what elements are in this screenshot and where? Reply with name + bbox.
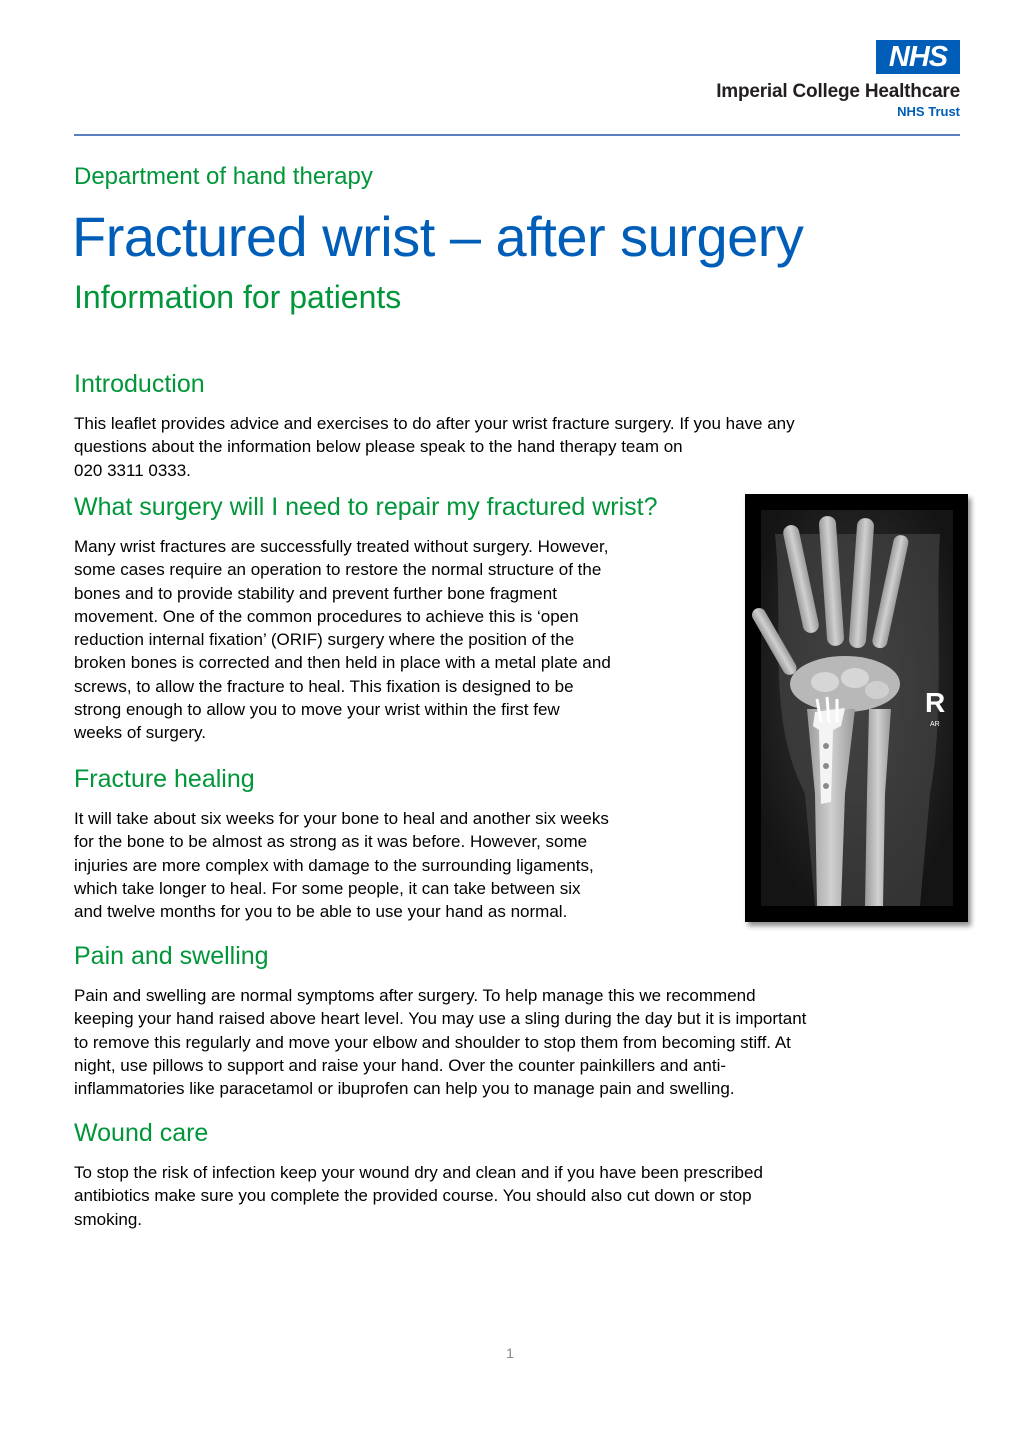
paragraph-line: some cases require an operation to restore the normal structure of the xyxy=(74,560,602,580)
paragraph-line: which take longer to heal. For some people, it can take between six xyxy=(74,878,581,898)
wrist-xray-image xyxy=(745,494,968,922)
paragraph-line: bones and to provide stability and prevent further bone fragment xyxy=(74,583,557,603)
paragraph-line: to remove this regularly and move your elbow and shoulder to stop them from becoming stiff. At xyxy=(74,1032,791,1052)
paragraph-line: weeks of surgery. xyxy=(74,723,206,743)
pain-paragraph xyxy=(74,984,806,1100)
paragraph-line: To stop the risk of infection keep your wound dry and clean and if you have been prescribed xyxy=(74,1163,763,1182)
paragraph-line: reduction internal fixation’ (ORIF) surgery where the position of the xyxy=(74,630,575,650)
paragraph-line: broken bones is corrected and then held in place with a metal plate and xyxy=(74,653,611,673)
paragraph-line: keeping your hand raised above heart level. You may use a sling during the day but it is important xyxy=(74,1009,807,1029)
carpal-bone xyxy=(811,672,839,692)
trust-subtitle: NHS Trust xyxy=(897,104,960,119)
trust-name: Imperial College Healthcare xyxy=(716,81,960,102)
introduction-heading: Introduction xyxy=(74,370,205,398)
page-subtitle: Information for patients xyxy=(74,279,402,315)
paragraph-line: for the bone to be almost as strong as it was before. However, some xyxy=(74,832,588,852)
paragraph-line: antibiotics make sure you complete the provided course. You should also cut down or stop xyxy=(74,1186,752,1206)
plate-hole xyxy=(823,743,829,749)
paragraph-line: Pain and swelling are normal symptoms after surgery. To help manage this we recommend xyxy=(74,986,756,1005)
carpal-bone xyxy=(865,681,889,699)
healing-paragraph xyxy=(74,807,609,923)
paragraph-line: This leaflet provides advice and exercises to do after your wrist fracture surgery. If you have any xyxy=(74,414,795,433)
xray-illustration xyxy=(745,494,968,922)
paragraph-line: Many wrist fractures are successfully treated without surgery. However, xyxy=(74,537,609,556)
header-divider xyxy=(74,134,960,136)
paragraph-line: questions about the information below please speak to the hand therapy team on xyxy=(74,437,683,457)
surgery-heading: What surgery will I need to repair my fractured wrist? xyxy=(74,493,658,521)
xray-side-marker: R xyxy=(925,687,946,718)
paragraph-line: inflammatories like paracetamol or ibuprofen can help you to manage pain and swelling. xyxy=(74,1079,735,1099)
department-label: Department of hand therapy xyxy=(74,163,373,190)
paragraph-line: 020 3311 0333. xyxy=(74,460,191,480)
paragraph-line: injuries are more complex with damage to the surrounding ligaments, xyxy=(74,855,594,875)
paragraph-line: movement. One of the common procedures to achieve this is ‘open xyxy=(74,606,579,626)
paragraph-line: strong enough to allow you to move your wrist within the first few xyxy=(74,700,560,720)
healing-heading: Fracture healing xyxy=(74,765,255,793)
plate-hole xyxy=(823,763,829,769)
paragraph-line: It will take about six weeks for your bone to heal and another six weeks xyxy=(74,809,609,828)
screw xyxy=(827,697,829,722)
page-title: Fractured wrist – after surgery xyxy=(72,205,804,268)
carpal-bone xyxy=(841,668,869,688)
wound-heading: Wound care xyxy=(74,1119,209,1147)
surgery-paragraph xyxy=(74,535,611,745)
paragraph-line: smoking. xyxy=(74,1209,143,1229)
nhs-logo: NHS xyxy=(876,40,960,74)
introduction-paragraph xyxy=(74,412,795,482)
pain-heading: Pain and swelling xyxy=(74,942,269,970)
paragraph-line: and twelve months for you to be able to use your hand as normal. xyxy=(74,902,568,922)
wound-paragraph xyxy=(74,1161,763,1231)
paragraph-line: screws, to allow the fracture to heal. This fixation is designed to be xyxy=(74,676,574,696)
plate-hole xyxy=(823,783,829,789)
page-number: 1 xyxy=(506,1345,514,1361)
xray-marker-sub: AR xyxy=(930,721,940,728)
paragraph-line: night, use pillows to support and raise your hand. Over the counter painkillers and anti- xyxy=(74,1055,727,1075)
